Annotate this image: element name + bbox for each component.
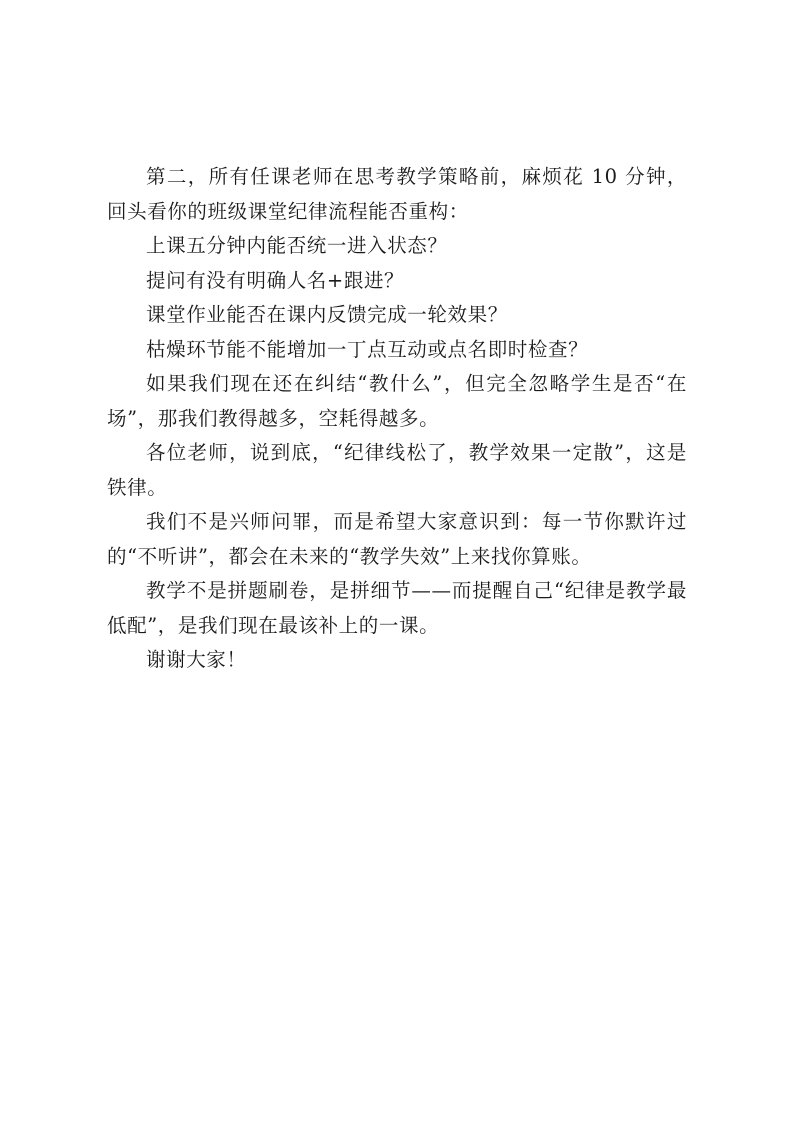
document-body <box>107 160 687 678</box>
paragraph-awareness: 我们不是兴师问罪，而是希望大家意识到：每一节你默许过的“不听讲”，都会在未来的“教学失效”上来找你算账。 <box>107 510 687 568</box>
paragraph-details: 教学不是拼题刷卷，是拼细节——而提醒自己“纪律是教学最低配”，是我们现在最该补上的一课。 <box>107 579 687 637</box>
paragraph-question-entering-state: 上课五分钟内能否统一进入状态？ <box>146 234 448 257</box>
paragraph-classroom-discipline-review: 第二，所有任课老师在思考教学策略前，麻烦花 10 分钟，回头看你的班级课堂纪律流程能否重构： <box>107 165 687 223</box>
paragraph-question-interaction: 枯燥环节能不能增加一丁点互动或点名即时检查？ <box>146 337 589 361</box>
paragraph-question-naming-followup: 提问有没有明确人名+跟进？ <box>146 268 405 292</box>
paragraph-iron-rule: 各位老师，说到底，“纪律线松了，教学效果一定散”，这是铁律。 <box>107 441 687 499</box>
paragraph-thanks: 谢谢大家！ <box>146 648 247 671</box>
paragraph-presence-warning: 如果我们现在还在纠结“教什么”，但完全忽略学生是否“在场”，那我们教得越多，空耗得越多。 <box>107 372 687 430</box>
paragraph-question-homework-feedback: 课堂作业能否在课内反馈完成一轮效果？ <box>146 303 508 326</box>
